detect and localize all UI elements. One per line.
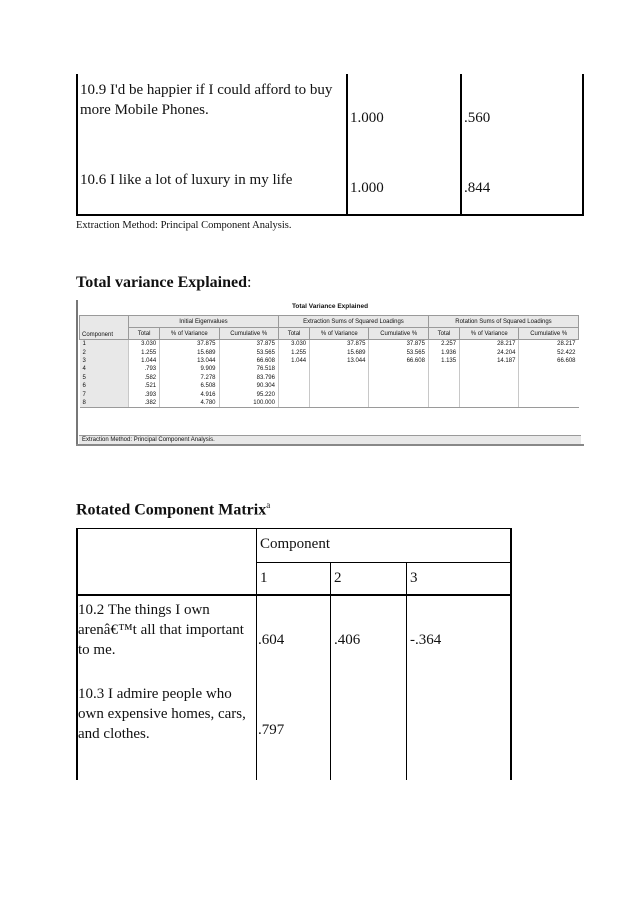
variance-cell — [369, 399, 428, 408]
table-border-bottom — [76, 214, 584, 216]
spss-table-title: Total Variance Explained — [291, 303, 369, 310]
variance-cell — [278, 390, 309, 398]
variance-cell — [460, 399, 519, 408]
column-header: 2 — [334, 570, 342, 586]
table-divider — [256, 528, 257, 780]
table-rule — [76, 594, 512, 596]
subheader-cell: Total — [129, 328, 160, 340]
variance-cell: 7.278 — [160, 374, 219, 382]
rotated-matrix-heading — [76, 500, 270, 519]
variance-cell: 100.000 — [219, 399, 278, 408]
variance-cell: 37.875 — [219, 340, 278, 349]
communality-label: 10.9 I'd be happier if I could afford to buy more Mobile Phones. — [80, 82, 333, 118]
variance-cell: 6.508 — [160, 382, 219, 390]
matrix-row-label: 10.2 The things I own arenâ€™t all that important to me. — [78, 602, 244, 658]
communality-label: 10.6 I like a lot of luxury in my life — [80, 172, 293, 188]
variance-cell: 1.044 — [129, 357, 160, 365]
communalities-table — [76, 74, 584, 216]
table-row — [80, 340, 579, 349]
heading-colon: : — [246, 274, 252, 291]
variance-cell — [278, 374, 309, 382]
variance-cell: .582 — [129, 374, 160, 382]
group-header: Initial Eigenvalues — [129, 316, 279, 328]
table-row — [80, 374, 579, 382]
variance-cell: .793 — [129, 365, 160, 373]
variance-cell: 3.030 — [278, 340, 309, 349]
variance-cell: 1.135 — [428, 357, 459, 365]
variance-cell — [278, 399, 309, 408]
variance-cell — [369, 390, 428, 398]
subheader-cell: Cumulative % — [219, 328, 278, 340]
variance-cell — [428, 390, 459, 398]
image-edge — [76, 444, 584, 446]
total-variance-table-image — [76, 300, 584, 446]
variance-cell — [428, 399, 459, 408]
image-edge — [76, 300, 78, 446]
variance-cell — [460, 390, 519, 398]
variance-cell: 83.796 — [219, 374, 278, 382]
variance-cell: 28.217 — [460, 340, 519, 349]
variance-cell: 14.187 — [460, 357, 519, 365]
variance-cell — [369, 365, 428, 373]
variance-cell — [310, 365, 369, 373]
matrix-row-label: 10.3 I admire people who own expensive homes, cars, and clothes. — [78, 686, 246, 742]
component-header: Component — [80, 316, 129, 340]
variance-cell: 37.875 — [310, 340, 369, 349]
variance-cell — [278, 382, 309, 390]
table-row — [80, 390, 579, 398]
variance-cell — [428, 365, 459, 373]
total-variance-heading — [76, 274, 251, 292]
table-row — [80, 399, 579, 408]
variance-cell: 15.689 — [160, 348, 219, 356]
spss-footnote: Extraction Method: Principal Component Analysis. — [79, 435, 581, 445]
column-header: 3 — [410, 570, 418, 586]
variance-cell: 37.875 — [160, 340, 219, 349]
component-number: 7 — [80, 390, 129, 398]
loading-value: .406 — [334, 632, 361, 648]
heading-superscript: a — [266, 500, 271, 510]
table-border-left — [76, 74, 78, 216]
variance-cell — [369, 374, 428, 382]
variance-cell — [460, 365, 519, 373]
subheader-cell: % of Variance — [160, 328, 219, 340]
communality-extraction: .844 — [464, 180, 491, 196]
variance-cell: 9.909 — [160, 365, 219, 373]
table-row — [80, 382, 579, 390]
variance-cell: 37.875 — [369, 340, 428, 349]
variance-cell: 4.780 — [160, 399, 219, 408]
variance-cell — [310, 374, 369, 382]
table-row — [80, 348, 579, 356]
table-border-right — [510, 528, 512, 780]
variance-cell: 1.044 — [278, 357, 309, 365]
component-header: Component — [260, 536, 330, 552]
variance-cell: 24.204 — [460, 348, 519, 356]
communality-extraction: .560 — [464, 110, 491, 126]
table-row — [80, 365, 579, 373]
subheader-cell: Total — [428, 328, 459, 340]
variance-cell — [310, 390, 369, 398]
variance-cell: 76.518 — [219, 365, 278, 373]
subheader-cell: Cumulative % — [369, 328, 428, 340]
variance-cell: 53.565 — [219, 348, 278, 356]
variance-cell: 1.255 — [278, 348, 309, 356]
variance-cell: 95.220 — [219, 390, 278, 398]
table-divider — [406, 562, 407, 780]
component-number: 6 — [80, 382, 129, 390]
table-divider — [330, 562, 331, 780]
column-header: 1 — [260, 570, 268, 586]
loading-value: .604 — [258, 632, 285, 648]
variance-cell — [519, 382, 579, 390]
loading-value: .797 — [258, 722, 285, 738]
variance-cell — [519, 390, 579, 398]
communality-initial: 1.000 — [350, 110, 384, 126]
component-number: 3 — [80, 357, 129, 365]
variance-cell — [310, 382, 369, 390]
variance-cell: 66.608 — [219, 357, 278, 365]
loading-value: -.364 — [410, 632, 442, 648]
table-border-top — [76, 528, 512, 529]
variance-cell: 53.565 — [369, 348, 428, 356]
heading-text: Rotated Component Matrix — [76, 501, 267, 519]
variance-cell — [369, 382, 428, 390]
variance-cell: 1.936 — [428, 348, 459, 356]
variance-cell — [278, 365, 309, 373]
total-variance-table — [79, 315, 579, 408]
extraction-method-note: Extraction Method: Principal Component Analysis. — [76, 220, 292, 231]
table-row — [80, 357, 579, 365]
component-number: 8 — [80, 399, 129, 408]
variance-cell: 15.689 — [310, 348, 369, 356]
group-header: Extraction Sums of Squared Loadings — [278, 316, 428, 328]
variance-cell: .521 — [129, 382, 160, 390]
subheader-cell: Total — [278, 328, 309, 340]
variance-cell — [428, 374, 459, 382]
table-rule — [256, 562, 512, 563]
variance-cell — [519, 374, 579, 382]
communality-initial: 1.000 — [350, 180, 384, 196]
variance-cell: 3.030 — [129, 340, 160, 349]
variance-cell — [519, 399, 579, 408]
variance-cell: 66.608 — [369, 357, 428, 365]
component-number: 4 — [80, 365, 129, 373]
variance-cell — [428, 382, 459, 390]
table-divider — [346, 74, 348, 216]
variance-cell — [460, 382, 519, 390]
variance-cell: .382 — [129, 399, 160, 408]
table-divider — [460, 74, 462, 216]
variance-cell: 66.608 — [519, 357, 579, 365]
variance-cell — [310, 399, 369, 408]
variance-cell: .393 — [129, 390, 160, 398]
variance-cell: 90.304 — [219, 382, 278, 390]
group-header: Rotation Sums of Squared Loadings — [428, 316, 578, 328]
rotated-component-matrix — [76, 528, 512, 780]
variance-cell: 28.217 — [519, 340, 579, 349]
variance-cell — [519, 365, 579, 373]
subheader-cell: Cumulative % — [519, 328, 579, 340]
component-number: 5 — [80, 374, 129, 382]
variance-cell: 2.257 — [428, 340, 459, 349]
variance-cell: 13.044 — [160, 357, 219, 365]
subheader-cell: % of Variance — [310, 328, 369, 340]
variance-cell: 1.255 — [129, 348, 160, 356]
variance-cell: 13.044 — [310, 357, 369, 365]
variance-cell: 52.422 — [519, 348, 579, 356]
heading-text: Total variance Explained — [76, 274, 247, 291]
component-number: 1 — [80, 340, 129, 349]
subheader-cell: % of Variance — [460, 328, 519, 340]
variance-cell: 4.916 — [160, 390, 219, 398]
table-border-right — [582, 74, 584, 216]
variance-cell — [460, 374, 519, 382]
component-number: 2 — [80, 348, 129, 356]
